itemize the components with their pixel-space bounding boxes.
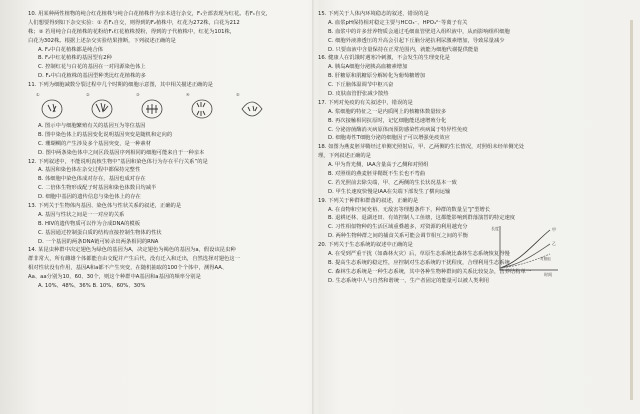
option-b: B. 肝糖原和肌糖原分解转化为葡萄糖增加 <box>328 73 426 80</box>
page-fold <box>312 0 315 414</box>
option-c: C. 分泌溶菌酶消灭病原体而预防感染性疾病属于特异性免疫 <box>328 126 468 133</box>
option-c: C. 控制红花与白花的基因在一对同源染色体上 <box>38 64 146 71</box>
question-15 <box>318 10 618 54</box>
question-line: 理，下列叙述正确的是 <box>318 153 371 160</box>
option-b: B. HIV的遗传物质可以作为合成DNA的模板 <box>38 220 140 227</box>
question-line: 11. 下列为细胞减数分裂过程中几个时期的细胞示意图，其中相关描述正确的是 <box>28 82 213 89</box>
option-ab: A. 10%、48%、36% B. 10%、60%、30% <box>38 283 146 290</box>
question-10 <box>28 10 308 81</box>
option-c: C. 珊瑚鲷的产生涉及多个基因突变，是一种素材 <box>38 140 152 147</box>
option-d: D. 细胞中基因的遗传信息与染色体上的存在 <box>38 194 141 201</box>
question-line: 19. 下列关于种群和群落的叙述，正确的是 <box>318 197 419 204</box>
option-a: A. 基因与性状之间是一一对应的关系 <box>38 211 125 218</box>
question-19 <box>318 197 618 241</box>
x-axis-label: 时间 <box>544 272 552 277</box>
option-a: A. 浆细胞的特征之一是内质网上的核糖体数量较多 <box>328 108 447 115</box>
option-d: D. 只要血液中含量保持在正常范围内，就能为细胞代谢提供能量 <box>328 46 479 53</box>
option-d: D. 图中两条染色体中之间区段基因序列相同的细胞可能来自于一种亲本 <box>38 149 205 156</box>
cell-figure-1 <box>36 92 64 120</box>
cell-figure-5 <box>236 92 264 120</box>
curve-yi <box>500 244 550 268</box>
question-13 <box>28 202 308 246</box>
question-line: 17. 下列对免疫的有关叙述中，错误的是 <box>318 99 413 106</box>
option-d: D. 两种生物种群之间的捕食关系可能会调节相互之间的平衡 <box>328 233 468 240</box>
question-line: 16. 健康人在饥饿时遇寒冷刺激，不会发生的生理变化是 <box>318 55 450 62</box>
option-c: C. 森林生态系统是一种生态系统，其中各种生物种群间的关系比较复杂，营养结构单一 <box>328 268 532 275</box>
option-a: A. 甲为背光侧，IAA含量高于乙侧和对照组 <box>328 162 429 169</box>
question-line: 白花为302株。根据上述杂交实验结果推断，下列叙述正确的是 <box>28 37 176 44</box>
option-d: D. 皮肤血管舒张减少散热 <box>328 91 389 98</box>
question-line: 18. 如图为燕麦胚芽鞘经过单侧光照射后，甲、乙两侧的生长情况，对照组未经单侧光处 <box>318 144 525 151</box>
option-c: C. 二倍体生物形成配子时基因和染色体数目均减半 <box>38 185 157 192</box>
option-b: B. 退耕还林、退湖还田、有效控制人工鱼塘，这都能影响到群落演替的特定速度 <box>328 215 516 222</box>
question-12 <box>28 158 308 202</box>
figure-label: ② <box>86 92 90 98</box>
question-line: 10. 用某种两性植物的纯合红花植株与纯合白花植株作为亲本进行杂交，F₁全部表现为红花。若F₁自交， <box>28 11 271 17</box>
option-b: B. 图中染色体上的基因变化说明基因突变是随机和定向的 <box>38 131 173 138</box>
page-edge <box>630 20 633 400</box>
question-line: Aa、aa分别为10、60、30个，则这个种群中A基因和a基因的频率分别是 <box>28 274 201 281</box>
option-a: A. 在食物和空间充裕、无敌害等理想条件下，种群的数量呈“J”型增长 <box>328 206 491 213</box>
option-b: B. F₂中红花植株的基因型有2种 <box>38 55 112 62</box>
question-line: 株；② 若用纯合白花植株的花粉给F₁红花植株授粉，得到的子代植株中，红花为101株， <box>28 28 236 35</box>
question-line: 群非常大，所有雌雄个体都能自由交配并产生后代，没有迁入和迁出，自然选择对翅色这一 <box>28 256 240 263</box>
question-18 <box>318 143 618 196</box>
option-a: A. 血浆pH保持相对稳定主要与HCO₃⁻、HPO₄²⁻等离子有关 <box>328 19 468 26</box>
right-column <box>318 10 618 286</box>
figure-label: ③ <box>136 92 140 98</box>
option-d: D. 生态系统中人与自然和谐统一，生产者固定的能量可以被人类利用 <box>328 277 490 284</box>
option-d: D. 一个基因的两条DNA链可转录出两条相同的RNA <box>38 238 159 245</box>
series-label-jia: 甲 <box>552 227 556 232</box>
option-d: D. F₂中白花植株的基因型种类比红花植株的多 <box>38 73 146 80</box>
option-b: B. 再次接触相同抗原时，记忆细胞能迅速增殖分化 <box>328 117 447 124</box>
option-b: B. 对照组的燕麦胚芽鞘既不生长也不弯曲 <box>328 171 426 178</box>
cell-figures <box>28 90 308 122</box>
option-a: A. 基因和染色体在杂交过程中都保持完整性 <box>38 167 141 174</box>
option-a: A. F₂中白花植株都是纯合体 <box>38 46 104 53</box>
option-b: B. 体细胞中染色体成对存在，基因也成对存在 <box>38 176 146 183</box>
option-c: C. 若光照前去除尖端，甲、乙两侧的生长状况基本一致 <box>328 179 457 186</box>
question-17 <box>318 99 618 143</box>
series-label-control: 对照组 <box>540 257 551 261</box>
option-d: D. 细胞毒性T细胞分泌的细胞因子可以增强免疫效应 <box>328 135 450 142</box>
cell-figure-4 <box>186 92 214 120</box>
question-line: 20. 下列关于生态系统的叙述中正确的是 <box>318 242 413 249</box>
question-line: 12. 下列叙述中，不能说明真核生物中“基因和染色体行为存在平行关系”的是 <box>28 158 208 165</box>
option-a: A. 胰岛A细胞分泌胰高血糖素增加 <box>328 64 408 71</box>
question-11 <box>28 81 308 157</box>
figure-label: ① <box>36 92 40 98</box>
figure-label: ④ <box>186 92 190 98</box>
option-d: D. 甲生长速度快慢是IAA在尖端下部发生了横向运输 <box>328 188 451 195</box>
question-14 <box>28 246 308 290</box>
y-axis-label: 长度 <box>491 226 499 231</box>
question-line: 15. 下列关于人体内环境稳态的叙述，错误的是 <box>318 11 429 17</box>
series-label-yi: 乙 <box>552 241 556 246</box>
option-b: B. 提高生态系统的稳定性，应控制对生态系统的干扰程度，合理利用生态系统 <box>328 259 510 266</box>
option-a: A. 在受到严重干扰（如森林火灾）后，草原生态系统比森林生态系统恢复得慢 <box>328 251 510 258</box>
question-line: 13. 下列关于生物体内基因、染色体与性状关系的叙述，正确的是 <box>28 203 182 210</box>
figure-label: ⑤ <box>236 92 240 98</box>
cell-figure-2 <box>86 92 114 120</box>
option-c: C. 习性相似物种的生活区域重叠越多，对资源的利用越充分 <box>328 224 468 231</box>
option-c: C. 下丘脑体温调节中枢兴奋 <box>328 82 394 89</box>
option-b: B. 血浆中的许多营养物质会通过毛细血管壁进入组织液中，从而影响组织细胞 <box>328 28 510 35</box>
option-c: C. 基因通过控制蛋白质的结构直接控制生物体的性状 <box>38 229 162 236</box>
growth-graph-svg <box>490 222 562 278</box>
question-line: 人们想要得到如下杂交实验：① 若F₁自交，则得到的F₂植株中，红花为272株，白花为212 <box>28 19 240 26</box>
growth-graph <box>490 222 562 278</box>
question-line: 14. 某昆虫种群中决定翅色为绿色的基因为A，决定翅色为褐色的基因为a，假设该昆虫种 <box>28 247 236 254</box>
left-column <box>28 10 308 291</box>
cell-figure-3 <box>136 92 164 120</box>
option-c: C. 细胞外液渗透压的升高会引起下丘脑分泌抗利尿激素增加，导致尿量减少 <box>328 37 505 44</box>
question-20 <box>318 241 618 285</box>
option-a: A. 图示中与细胞繁殖有关的基因互为等位基因 <box>38 123 146 130</box>
question-line: 相对性状没有作用，基因A和a都不产生突变，在随机抽取的100个个体中，测得AA、 <box>28 265 228 272</box>
question-16 <box>318 54 618 98</box>
